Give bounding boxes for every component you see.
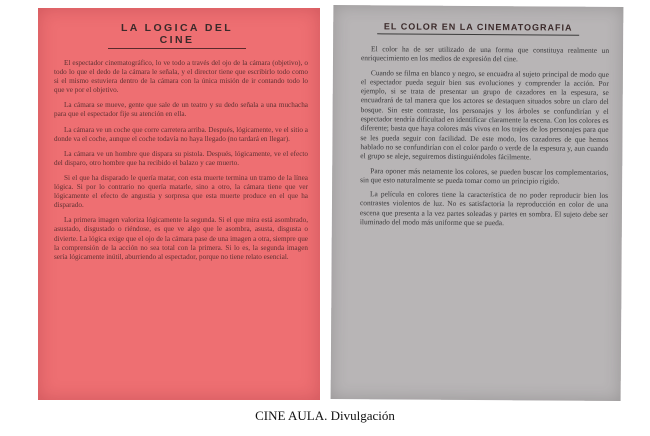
right-paragraph: Cuando se filma en blanco y negro, se encuadra al sujeto principal de modo que el espectador pueda seguir bien sus evoluciones y comprender la acción. Por ejemplo, si se trata de presentar un grupo de cazadores en la espesura, se encuadrará de tal manera que los actores se destaquen situados sobre un claro del bosque. Sin este contraste, los personajes y los árboles se confundirían y el espectador tendría dificultad en identificar claramente la escena. Con los colores es diferente; basta que haya colores más vivos en los trajes de los personajes para que se les pueda seguir con facilidad. De este modo, los cazadores de que hemos hablado no se confundirían con el color pardo o verde de la espesura y, aun cuando el grupo se aleje, seguiremos distinguiéndoles fácilmente. bbox=[360, 67, 609, 162]
right-paragraph: Para oponer más netamente los colores, se pueden buscar los complementarios, sin que esto naturalmente se pueda tomar como un principio rígido. bbox=[360, 165, 609, 186]
left-paragraph: Si el que ha disparado le quería matar, con esta muerte termina un tramo de la línea lógica. Si por lo contrario no quería matarle, sino a otro, la cámara tiene que ver lógicamente el efecto de angustia y sorpresa que esta muerte produce en el que ha disparado. bbox=[54, 173, 308, 210]
right-paragraph: El color ha de ser utilizado de una forma que constituya realmente un enriquecimiento en los medios de expresión del cine. bbox=[360, 44, 610, 64]
figure-caption: CINE AULA. Divulgación bbox=[255, 408, 395, 423]
right-page-title: EL COLOR EN LA CINEMATOGRAFIA bbox=[377, 21, 579, 35]
left-paragraph: El espectador cinematográfico, lo ve todo a través del ojo de la cámara (objetivo), o todo lo que el dedo de la cámara le señala, y el director tiene que escribirlo todo como si el mismo estuviera dentro de la cámara con la única misión de ir contando todo lo que ve por el objetivo. bbox=[54, 59, 308, 95]
right-page-body bbox=[332, 44, 623, 228]
left-paragraph: La cámara ve un hombre que dispara su pistola. Después, lógicamente, ve el efecto del disparo, otro hombre que ha recibido el balazo y cae muerto. bbox=[54, 149, 308, 167]
grey-leaflet-page bbox=[331, 5, 624, 401]
red-leaflet-page bbox=[38, 8, 320, 400]
left-page-title: LA LOGICA DEL CINE bbox=[108, 22, 246, 49]
left-paragraph: La primera imagen valoriza lógicamente la segunda. Si el que mira está asombrado, asustado, disgustado o riéndose, es que ve algo que le asombra, asusta, disgusta o divierte. La lógica exige que el ojo de la cámara pase de una imagen a otra, siempre que la comprensión de la acción no sea total con la primera. Si lo es, la segunda imagen sería lógicamente inútil, aburriendo al espectador, porque no tiene relato esencial. bbox=[54, 216, 308, 261]
right-paragraph: La película en colores tiene la característica de no poder reproducir bien los contrastes violentos de luz. No es satisfactoria la reproducción en color de una escena que presenta a la vez partes soleadas y partes en sombra. El sujeto debe ser iluminado del modo más uniforme que se pueda. bbox=[359, 189, 609, 228]
left-page-body bbox=[38, 59, 320, 262]
left-paragraph: La cámara se mueve, gente que sale de un teatro y su dedo señala a una muchacha para que el espectador fije su atención en ella. bbox=[54, 101, 308, 119]
left-paragraph: La cámara ve un coche que corre carretera arriba. Después, lógicamente, ve el sitio a donde va el coche, aunque el coche todavía no haya llegado (no tardará en llegar). bbox=[54, 125, 308, 143]
